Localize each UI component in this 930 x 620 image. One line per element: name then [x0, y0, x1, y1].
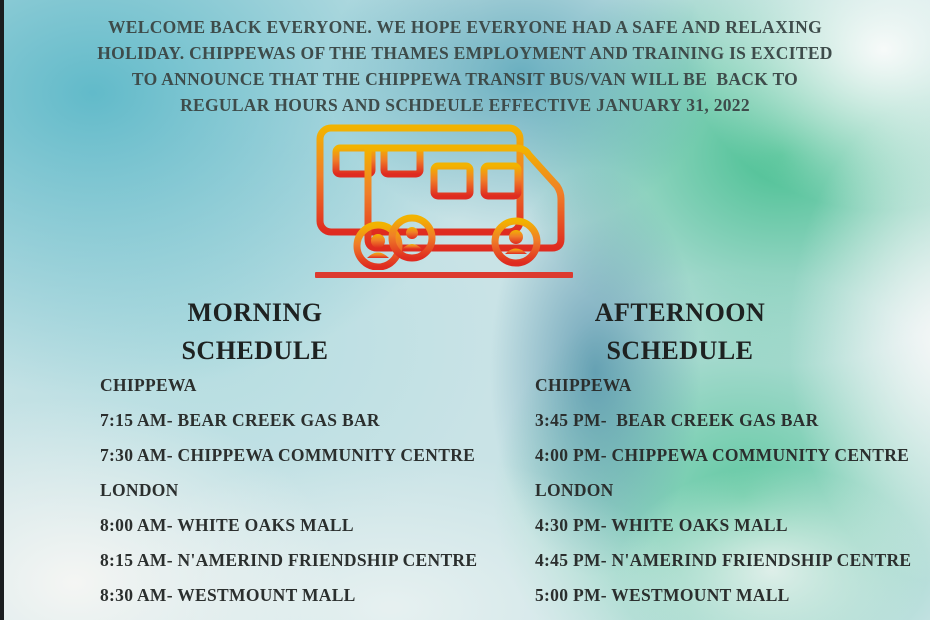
afternoon-stop: 4:30 PM- WHITE OAKS MALL: [535, 515, 788, 535]
afternoon-stop: 5:00 PM- WESTMOUNT MALL: [535, 585, 790, 605]
afternoon-stop: 4:45 PM- N'AMERIND FRIENDSHIP CENTRE: [535, 550, 912, 570]
morning-stop-group-label: LONDON: [100, 480, 179, 500]
morning-stop: 8:00 AM- WHITE OAKS MALL: [100, 515, 354, 535]
announcement-line: TO ANNOUNCE THAT THE CHIPPEWA TRANSIT BUS/VAN WILL BE BACK TO: [131, 69, 799, 89]
bus-icon: [312, 120, 586, 270]
announcement-line: REGULAR HOURS AND SCHDEULE EFFECTIVE JANUARY 31, 2022: [180, 95, 750, 115]
morning-stop: 8:15 AM- N'AMERIND FRIENDSHIP CENTRE: [100, 550, 478, 570]
left-edge-border: [0, 0, 4, 620]
afternoon-stop: 3:45 PM- BEAR CREEK GAS BAR: [535, 410, 819, 430]
afternoon-schedule-title: [535, 294, 825, 370]
morning-stop: 8:30 AM- WESTMOUNT MALL: [100, 585, 356, 605]
announcement-line: WELCOME BACK EVERYONE. WE HOPE EVERYONE HAD A SAFE AND RELAXING: [107, 17, 823, 37]
morning-schedule-title: [100, 294, 410, 370]
morning-title-line1: MORNING: [187, 298, 323, 327]
morning-title-line2: SCHEDULE: [181, 336, 329, 365]
morning-stop: 7:30 AM- CHIPPEWA COMMUNITY CENTRE: [100, 445, 476, 465]
red-underline-bar: [315, 272, 573, 278]
afternoon-title-line1: AFTERNOON: [594, 298, 766, 327]
announcement-text: [55, 14, 875, 118]
afternoon-stop-group-label: LONDON: [535, 480, 614, 500]
afternoon-stop-group-label: CHIPPEWA: [535, 375, 632, 395]
afternoon-title-line2: SCHEDULE: [606, 336, 754, 365]
morning-stop: 7:15 AM- BEAR CREEK GAS BAR: [100, 410, 380, 430]
morning-stop-group-label: CHIPPEWA: [100, 375, 197, 395]
afternoon-stop: 4:00 PM- CHIPPEWA COMMUNITY CENTRE: [535, 445, 910, 465]
morning-schedule-list: [100, 368, 520, 613]
announcement-line: HOLIDAY. CHIPPEWAS OF THE THAMES EMPLOYMENT AND TRAINING IS EXCITED: [97, 43, 833, 63]
afternoon-schedule-list: [535, 368, 930, 613]
